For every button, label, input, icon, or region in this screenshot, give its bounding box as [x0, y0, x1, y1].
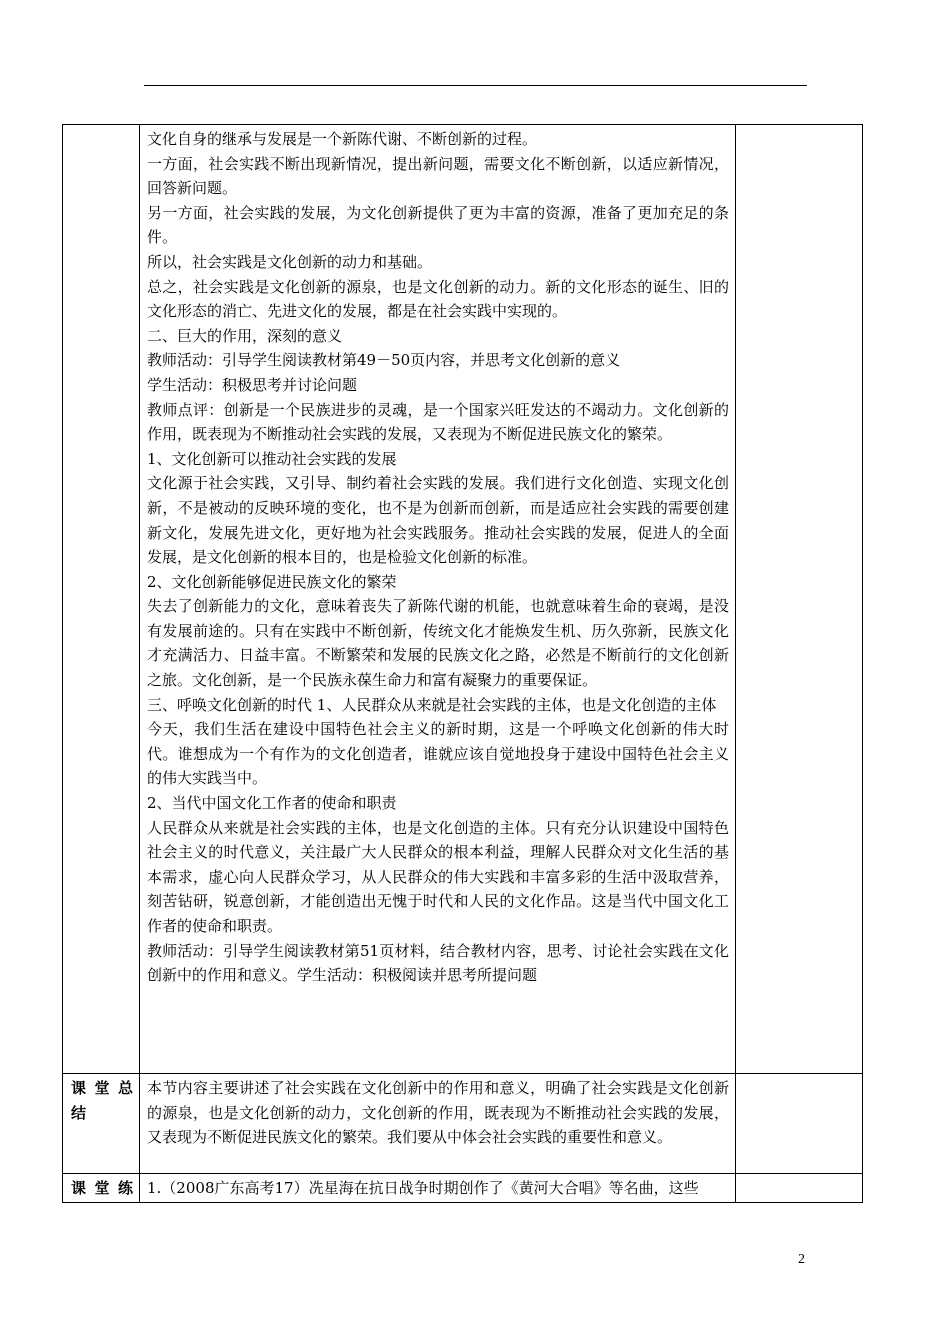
- practice-cell: [140, 1174, 736, 1203]
- paragraph: 学生活动：积极思考并讨论问题: [147, 375, 358, 394]
- summary-label: 课堂总 结: [63, 1074, 140, 1174]
- practice-text: 1.（2008广东高考17）冼星海在抗日战争时期创作了《黄河大合唱》等名曲，这些: [147, 1179, 699, 1197]
- paragraph: 另一方面，社会实践的发展，为文化创新提供了更为丰富的资源，准备了更加充足的条件。: [147, 203, 729, 247]
- paragraph: 教师点评：创新是一个民族进步的灵魂，是一个国家兴旺发达的不竭动力。文化创新的作用，既表现为不断推动社会实践的发展，又表现为不断促进民族文化的繁荣。: [147, 400, 729, 444]
- subsection-heading: 2、文化创新能够促进民族文化的繁荣: [147, 572, 397, 591]
- paragraph: 所以，社会实践是文化创新的动力和基础。: [147, 252, 433, 271]
- paragraph: 今天，我们生活在建设中国特色社会主义的新时期，这是一个呼唤文化创新的伟大时代。谁想成为一个有作为的文化创造者，谁就应该自觉地投身于建设中国特色社会主义的伟大实践当中。: [147, 720, 729, 788]
- paragraph: 一方面，社会实践不断出现新情况，提出新问题，需要文化不断创新，以适应新情况，回答新问题。: [147, 154, 729, 198]
- section-heading: 二、巨大的作用，深刻的意义: [147, 326, 343, 345]
- content-cell: [140, 125, 736, 1074]
- header-rule: [144, 85, 807, 86]
- paragraph: 文化源于社会实践，又引导、制约着社会实践的发展。我们进行文化创造、实现文化创新，不是被动的反映环境的变化，也不是为创新而创新，而是适应社会实践的需要创建新文化，发展先进文化，更好地为社会实践服务。推动社会实践的发展，促进人的全面发展，是文化创新的根本目的，也是检验文化创新的标准。: [147, 474, 729, 567]
- subsection-heading: 2、当代中国文化工作者的使命和职责: [147, 794, 397, 813]
- summary-text: 本节内容主要讲述了社会实践在文化创新中的作用和意义，明确了社会实践是文化创新的源泉，也是文化创新的动力，文化创新的作用，既表现为不断推动社会实践的发展，又表现为不断促进民族文化的繁荣。我们要从中体会社会实践的重要性和意义。: [147, 1079, 729, 1147]
- practice-notes-cell: [736, 1174, 863, 1203]
- paragraph: 教师活动：引导学生阅读教材第49－50页内容，并思考文化创新的意义: [147, 351, 621, 370]
- paragraph: 教师活动：引导学生阅读教材第51页材料，结合教材内容，思考、讨论社会实践在文化创新中的作用和意义。学生活动：积极阅读并思考所提问题: [147, 941, 729, 985]
- paragraph: 失去了创新能力的文化，意味着丧失了新陈代谢的机能，也就意味着生命的衰竭，是没有发展前途的。只有在实践中不断创新，传统文化才能焕发生机、历久弥新，民族文化才充满活力、日益丰富。不断繁荣和发展的民族文化之路，必然是不断前行的文化创新之旅。文化创新，是一个民族永葆生命力和富有凝聚力的重要保证。: [147, 597, 729, 690]
- lesson-plan-table: [62, 124, 863, 1203]
- paragraph: 总之，社会实践是文化创新的源泉，也是文化创新的动力。新的文化形态的诞生、旧的文化形态的消亡、先进文化的发展，都是在社会实践中实现的。: [147, 277, 729, 321]
- practice-label: 课堂练: [63, 1174, 140, 1203]
- subsection-heading: 1、文化创新可以推动社会实践的发展: [147, 449, 397, 468]
- paragraph: 人民群众从来就是社会实践的主体，也是文化创造的主体。只有充分认识建设中国特色社会主义的时代意义，关注最广大人民群众的根本利益，理解人民群众对文化生活的基本需求，虚心向人民群众学习，从人民群众的伟大实践和丰富多彩的生活中汲取营养，刻苦钻研，锐意创新，才能创造出无愧于时代和人民的文化作品。这是当代中国文化工作者的使命和职责。: [147, 818, 729, 935]
- content-row: [63, 125, 863, 1074]
- summary-row: [63, 1074, 863, 1174]
- summary-cell: [140, 1074, 736, 1174]
- content-label-cell: [63, 125, 140, 1074]
- notes-cell: [736, 125, 863, 1074]
- section-heading: 三、呼唤文化创新的时代 1、人民群众从来就是社会实践的主体，也是文化创造的主体: [147, 695, 717, 714]
- practice-row: [63, 1174, 863, 1203]
- page-number: 2: [798, 1252, 805, 1267]
- paragraph: 文化自身的继承与发展是一个新陈代谢、不断创新的过程。: [147, 130, 538, 148]
- summary-notes-cell: [736, 1074, 863, 1174]
